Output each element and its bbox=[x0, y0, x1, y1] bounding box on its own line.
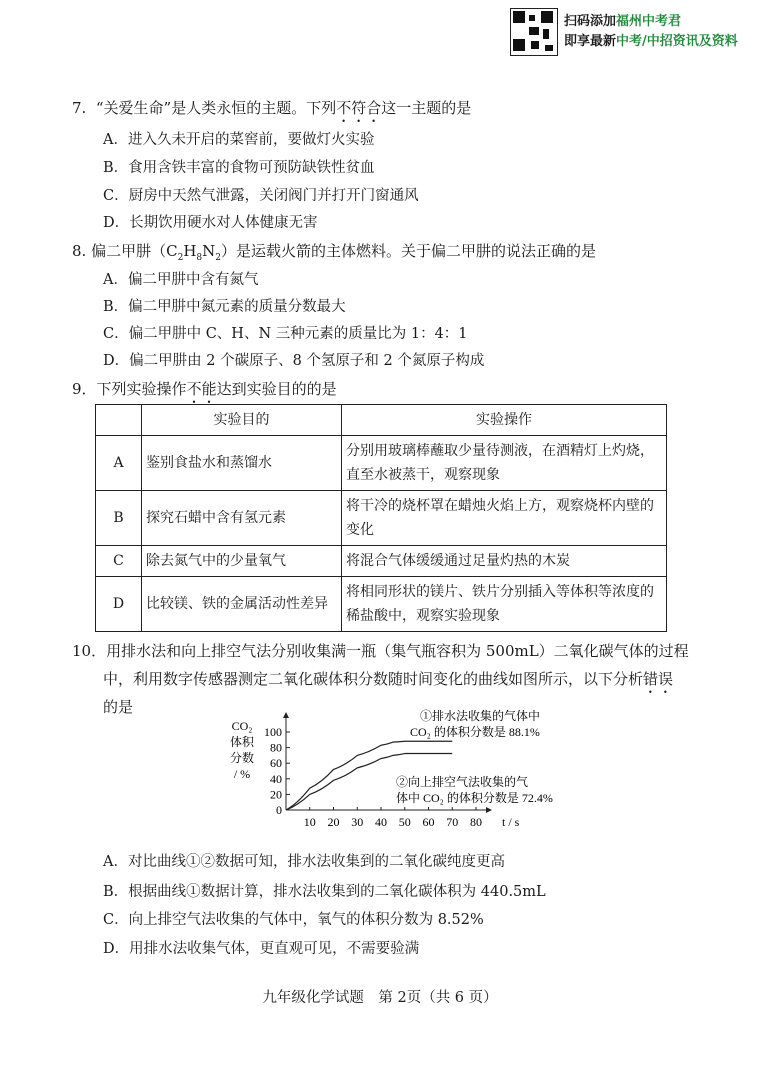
row-goal: 除去氮气中的少量氧气 bbox=[142, 546, 342, 577]
x-tick-label: 30 bbox=[351, 815, 364, 829]
series-1-label: ①排水法收集的气体中 bbox=[420, 709, 541, 723]
question-9-stem: 9．下列实验操作不能达到实验目的的是 bbox=[72, 380, 337, 398]
y-axis-arrow bbox=[283, 712, 289, 718]
table-header-goal: 实验目的 bbox=[142, 405, 342, 436]
x-tick-label: 80 bbox=[470, 815, 482, 829]
q7-option-a[interactable]: A．进入久未开启的菜窖前，要做灯火实验 bbox=[103, 132, 375, 148]
y-tick-label: 60 bbox=[270, 756, 282, 771]
question-8-stem: 8. 偏二甲肼$(C_2H_8N_2)$是运载火箭的主体燃料。关于偏二甲肼的说法正确的是 bbox=[72, 242, 597, 263]
table-row bbox=[96, 577, 667, 632]
series-2-label: 体中 CO₂ 的体积分数是 72.4% bbox=[396, 791, 553, 805]
row-label: B bbox=[96, 491, 142, 546]
series-2-label: ②向上排空气法收集的气 bbox=[396, 775, 529, 789]
page-footer: 九年级化学试题 第 2页（共 6 页） bbox=[262, 990, 498, 1006]
y-tick-label: 0 bbox=[276, 803, 282, 817]
x-tick-label: 10 bbox=[303, 815, 316, 829]
experiment-table bbox=[95, 404, 667, 632]
promo-text: 扫码添加福州中考君 即享最新中考/中招资讯及资料 bbox=[564, 14, 738, 49]
row-operation: 分别用玻璃棒蘸取少量待测液，在酒精灯上灼烧，直至水被蒸干，观察现象 bbox=[342, 436, 667, 491]
row-goal: 探究石蜡中含有氢元素 bbox=[142, 491, 342, 546]
y-tick-label: 80 bbox=[270, 740, 282, 755]
question-10-stem-line2: 中，利用数字传感器测定二氧化碳体积分数随时间变化的曲线如图所示，以下分析错误 bbox=[103, 670, 674, 688]
x-tick-label: 70 bbox=[446, 815, 459, 829]
row-label: A bbox=[96, 436, 142, 491]
y-tick-label: 20 bbox=[270, 787, 282, 802]
table-row bbox=[96, 491, 667, 546]
y-axis-label: / % bbox=[233, 767, 251, 781]
x-tick-label: 60 bbox=[422, 815, 435, 829]
q7-option-b[interactable]: B．食用含铁丰富的食物可预防缺铁性贫血 bbox=[103, 160, 375, 176]
table-header-operation: 实验操作 bbox=[342, 405, 667, 436]
row-label: C bbox=[96, 546, 142, 577]
row-goal: 比较镁、铁的金属活动性差异 bbox=[142, 577, 342, 632]
x-tick-label: 40 bbox=[375, 815, 387, 829]
row-operation: 将干冷的烧杯罩在蜡烛火焰上方，观察烧杯内壁的变化 bbox=[342, 491, 667, 546]
qr-code[interactable] bbox=[510, 8, 558, 56]
q7-option-d[interactable]: D．长期饮用硬水对人体健康无害 bbox=[103, 215, 318, 231]
question-10-stem-line1: 10．用排水法和向上排空气法分别收集满一瓶（集气瓶容积为 500mL）二氧化碳气体的过程 bbox=[72, 642, 689, 660]
table-row bbox=[96, 436, 667, 491]
table-header-label bbox=[96, 405, 142, 436]
x-axis-arrow bbox=[486, 807, 492, 813]
row-operation: 将混合气体缓缓通过足量灼热的木炭 bbox=[342, 546, 667, 577]
co2-volume-fraction-chart bbox=[220, 700, 580, 850]
q8-option-b[interactable]: B．偏二甲肼中氮元素的质量分数最大 bbox=[103, 299, 346, 315]
question-10-stem-line3: 的是 bbox=[103, 698, 134, 716]
q10-option-d[interactable]: D．用排水法收集气体，更直观可见，不需要验满 bbox=[103, 941, 420, 957]
y-axis-label: CO₂ bbox=[231, 719, 253, 733]
q8-option-c[interactable]: C．偏二甲肼中 C、H、N 三种元素的质量比为 1：4：1 bbox=[103, 326, 468, 342]
y-axis-label: 体积 bbox=[229, 735, 255, 749]
x-tick-label: 20 bbox=[327, 815, 340, 829]
row-operation: 将相同形状的镁片、铁片分别插入等体积等浓度的稀盐酸中，观察实验现象 bbox=[342, 577, 667, 632]
x-axis-label: t / s bbox=[502, 815, 520, 829]
x-tick-label: 50 bbox=[398, 815, 411, 829]
table-header-row bbox=[96, 405, 667, 436]
y-tick-label: 100 bbox=[264, 725, 282, 739]
q10-option-c[interactable]: C．向上排空气法收集的气体中，氧气的体积分数为 8.52% bbox=[103, 912, 484, 928]
q8-option-a[interactable]: A．偏二甲肼中含有氮气 bbox=[103, 272, 259, 288]
series-1-label: CO₂ 的体积分数是 88.1% bbox=[410, 725, 540, 739]
q7-option-c[interactable]: C．厨房中天然气泄露，关闭阀门并打开门窗通风 bbox=[103, 188, 419, 204]
q10-option-b[interactable]: B．根据曲线①数据计算，排水法收集到的二氧化碳体积为 440.5mL bbox=[103, 884, 546, 900]
y-tick-label: 40 bbox=[270, 771, 282, 786]
q8-option-d[interactable]: D．偏二甲肼由 2 个碳原子、8 个氢原子和 2 个氮原子构成 bbox=[103, 353, 485, 369]
question-7-stem: 7. “关爱生命”是人类永恒的主题。下列不符合这一主题的是 bbox=[72, 99, 472, 117]
q10-option-a[interactable]: A．对比曲线①②数据可知，排水法收集到的二氧化碳纯度更高 bbox=[103, 854, 505, 870]
row-label: D bbox=[96, 577, 142, 632]
row-goal: 鉴别食盐水和蒸馏水 bbox=[142, 436, 342, 491]
table-row bbox=[96, 546, 667, 577]
y-axis-label: 分数 bbox=[229, 751, 255, 765]
